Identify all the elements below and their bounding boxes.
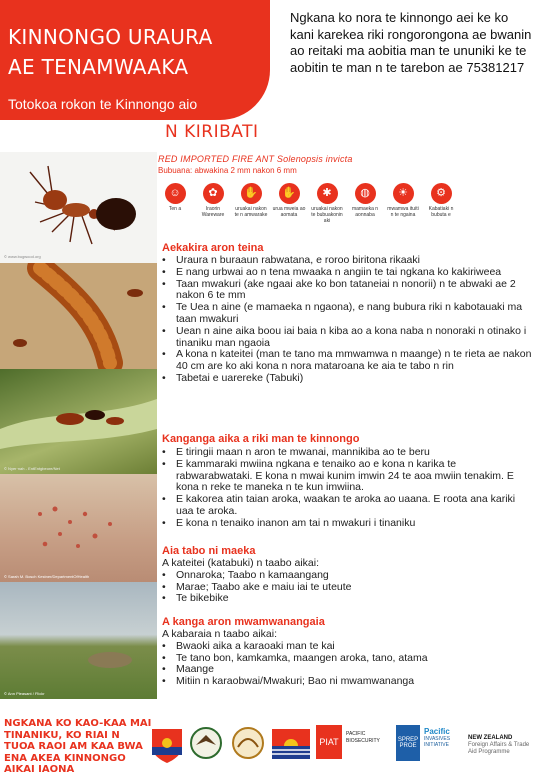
photo-credit-2: © Nyer·nah - EntEntgbeore/Net <box>4 466 60 471</box>
list-item: • A kona n kateitei (man te tano ma mmwamwa n maange) n te rieta ae nakon 40 cm are ko aki kona n nora mataroana ke aia te tabo n rin <box>162 349 535 373</box>
section-title-problems: Kanganga aika a riki man te kinnongo <box>162 433 360 445</box>
sting-illustration <box>0 474 157 582</box>
pacific-invasives-logo: Pacific INVASIVES INITIATIVE <box>424 727 451 748</box>
list-item: • Te tano bon, kamkamka, maangen aroka, tano, atama <box>162 653 535 665</box>
list-item: • E kammaraki mwiina ngkana e tenaiko ao e kona n karika te rabwarabwataki. E kona n mwai kunim imwin 24 te aoa mwiin tenakim. E kona n reke te maneka n te kun imwiina. <box>162 459 535 494</box>
list-item: • Uraura n buraaun rabwatana, e roroo biritona rikaaki <box>162 255 535 267</box>
crop-icon-cell <box>196 183 230 218</box>
nz-aid-logo: NEW ZEALAND Foreign Affairs & Trade Aid Programme <box>468 735 530 755</box>
icon-label: Iraorin Wareware <box>201 206 225 218</box>
photo-credit-1: © www.bugwood.org <box>4 254 41 259</box>
section-lead: A kateitei (katabuki) n taabo aikai: <box>162 557 320 569</box>
list-item: • E nang urbwai ao n tena mwaaka n angiin te tai ngkana ko kakiriweea <box>162 267 535 279</box>
section-habitat <box>162 558 535 605</box>
title-line-2: AE TENAMWAAKA <box>8 55 189 79</box>
list-item: • E tiringii maan n aron te mwanai, mannikiba ao te beru <box>162 447 535 459</box>
ants-on-leaf-illustration <box>0 369 157 474</box>
sun-icon-cell <box>386 183 420 218</box>
kiribati-seal-logo <box>150 725 184 765</box>
section-title-spread: A kanga aron mwamwanangaia <box>162 616 325 628</box>
icon-label: mwamwa ituiti n te ngaina <box>387 206 419 218</box>
species-name: RED IMPORTED FIRE ANT Solenopsis invicta <box>158 154 353 164</box>
list-item: • Te Uea n aine (e mamaeka n ngaona), e nang bubura riki n kabotauaki ma taan mwakuri <box>162 302 535 326</box>
person-icon-cell <box>158 183 192 212</box>
list-item: • Taan mwakuri (ake ngaai ake ko bon tataneiai n nonorii) n te abwaki ae 2 nakon 6 te mm <box>162 279 535 303</box>
list-item: • Bwaoki aika a karaoaki man te kai <box>162 641 535 653</box>
stop-hand-icon-cell <box>272 183 306 218</box>
impact-icons <box>158 183 458 239</box>
sun-icon: ☀ <box>393 183 414 204</box>
globe-icon: ◍ <box>355 183 376 204</box>
hand-icon: ✋ <box>241 183 262 204</box>
list-item: • Onnaroka; Taabo n kamaangang <box>162 570 535 582</box>
mound-photo <box>0 582 157 699</box>
larva-illustration <box>0 263 157 369</box>
pacific-biosecurity-logo: PACIFIC BIOSECURITY <box>346 731 380 744</box>
sprep-logo: SPREP PROE <box>396 725 420 761</box>
crop-icon: ✿ <box>203 183 224 204</box>
list-item: • Te bikebike <box>162 593 535 605</box>
section-description <box>162 255 535 385</box>
header <box>0 0 540 150</box>
subtitle: Totokoa rokon te Kinnongo aio <box>8 96 198 112</box>
section-problems <box>162 447 535 530</box>
list-item: • Mitiin n karaobwai/Mwakuri; Bao ni mwamwananga <box>162 676 535 688</box>
species-block <box>158 154 538 175</box>
icon-label: Ten a <box>168 206 182 212</box>
section-title-habitat: Aia tabo ni maeka <box>162 545 256 557</box>
list-item: • E kona n tenaiko inanon am tai n mwakuri i tinaniku <box>162 518 535 530</box>
photo-credit-4: © Ann Pleasant / Flickr <box>4 691 45 696</box>
bug-icon-cell <box>310 183 344 224</box>
stop-hand-icon: ✋ <box>279 183 300 204</box>
gear-icon: ⚙ <box>431 183 452 204</box>
fire-ant-illustration <box>0 152 157 263</box>
eagle-emblem-logo <box>188 725 224 765</box>
ant-photo <box>0 152 157 263</box>
kiribati-flag-logo <box>272 725 310 763</box>
list-item: • E kakorea atin taian aroka, waakan te aroka ao uaana. E roota ana kariki uaa te aroka. <box>162 494 535 518</box>
photo-credit-3: © Sarah M. Bosch Kestner/DepartmentOfHealth <box>4 574 90 579</box>
section-spread <box>162 629 535 688</box>
section-title-description: Aekakira aron teina <box>162 242 264 254</box>
piat-logo: PIAT <box>316 725 342 759</box>
mound-illustration <box>0 582 157 699</box>
icon-label: Kabatiaki n bubuta e <box>428 206 454 218</box>
person-icon: ☺ <box>165 183 186 204</box>
larva-photo <box>0 263 157 369</box>
title-banner <box>0 0 270 120</box>
hand-icon-cell <box>234 183 268 218</box>
photo-column <box>0 152 157 699</box>
section-lead: A kabaraia n taabo aikai: <box>162 628 277 640</box>
ministry-logo <box>228 725 268 765</box>
icon-label: mamaeka n aonnaba <box>351 206 379 218</box>
bug-icon: ✱ <box>317 183 338 204</box>
list-item: • Uean n aine aika boou iai baia n kiba ao a kona naba n nonoraki n otinako i tinaniku man ngaoia <box>162 326 535 350</box>
icon-label: urua mweia ao aomata <box>272 206 306 218</box>
list-item: • Marae; Taabo ake e maiu iai te uteute <box>162 582 535 594</box>
country-label: N KIRIBATI <box>165 122 259 142</box>
intro-text: Ngkana ko nora te kinnongo aei ke ko kani karekea riki rongorongona ae bwanin ao reitaki ma aobitia man te ununiki ke te aobitin te man n te tarebon ae 75381217 <box>290 10 532 75</box>
list-item: • Tabetai e uarereke (Tabuki) <box>162 373 535 385</box>
species-size: Bubuana: abwakina 2 mm nakon 6 mm <box>158 166 297 175</box>
footer-tagline: NGKANA KO KAO-KAA MAI TINANIKU, KO RIAI N TUOA RAOI AM KAA BWA ENA AKEA KINNONGO AIKAI IAONA <box>4 718 152 775</box>
gear-icon-cell <box>424 183 458 218</box>
sting-photo <box>0 474 157 582</box>
ants-on-leaf-photo <box>0 369 157 474</box>
list-item: • Maange <box>162 664 535 676</box>
globe-icon-cell <box>348 183 382 218</box>
title-line-1: KINNONGO URAURA <box>8 25 213 49</box>
icon-label: uruakai nakon te bubuakonin aki <box>311 206 343 224</box>
icon-label: uruakai nakon te n amwarake <box>234 206 268 218</box>
